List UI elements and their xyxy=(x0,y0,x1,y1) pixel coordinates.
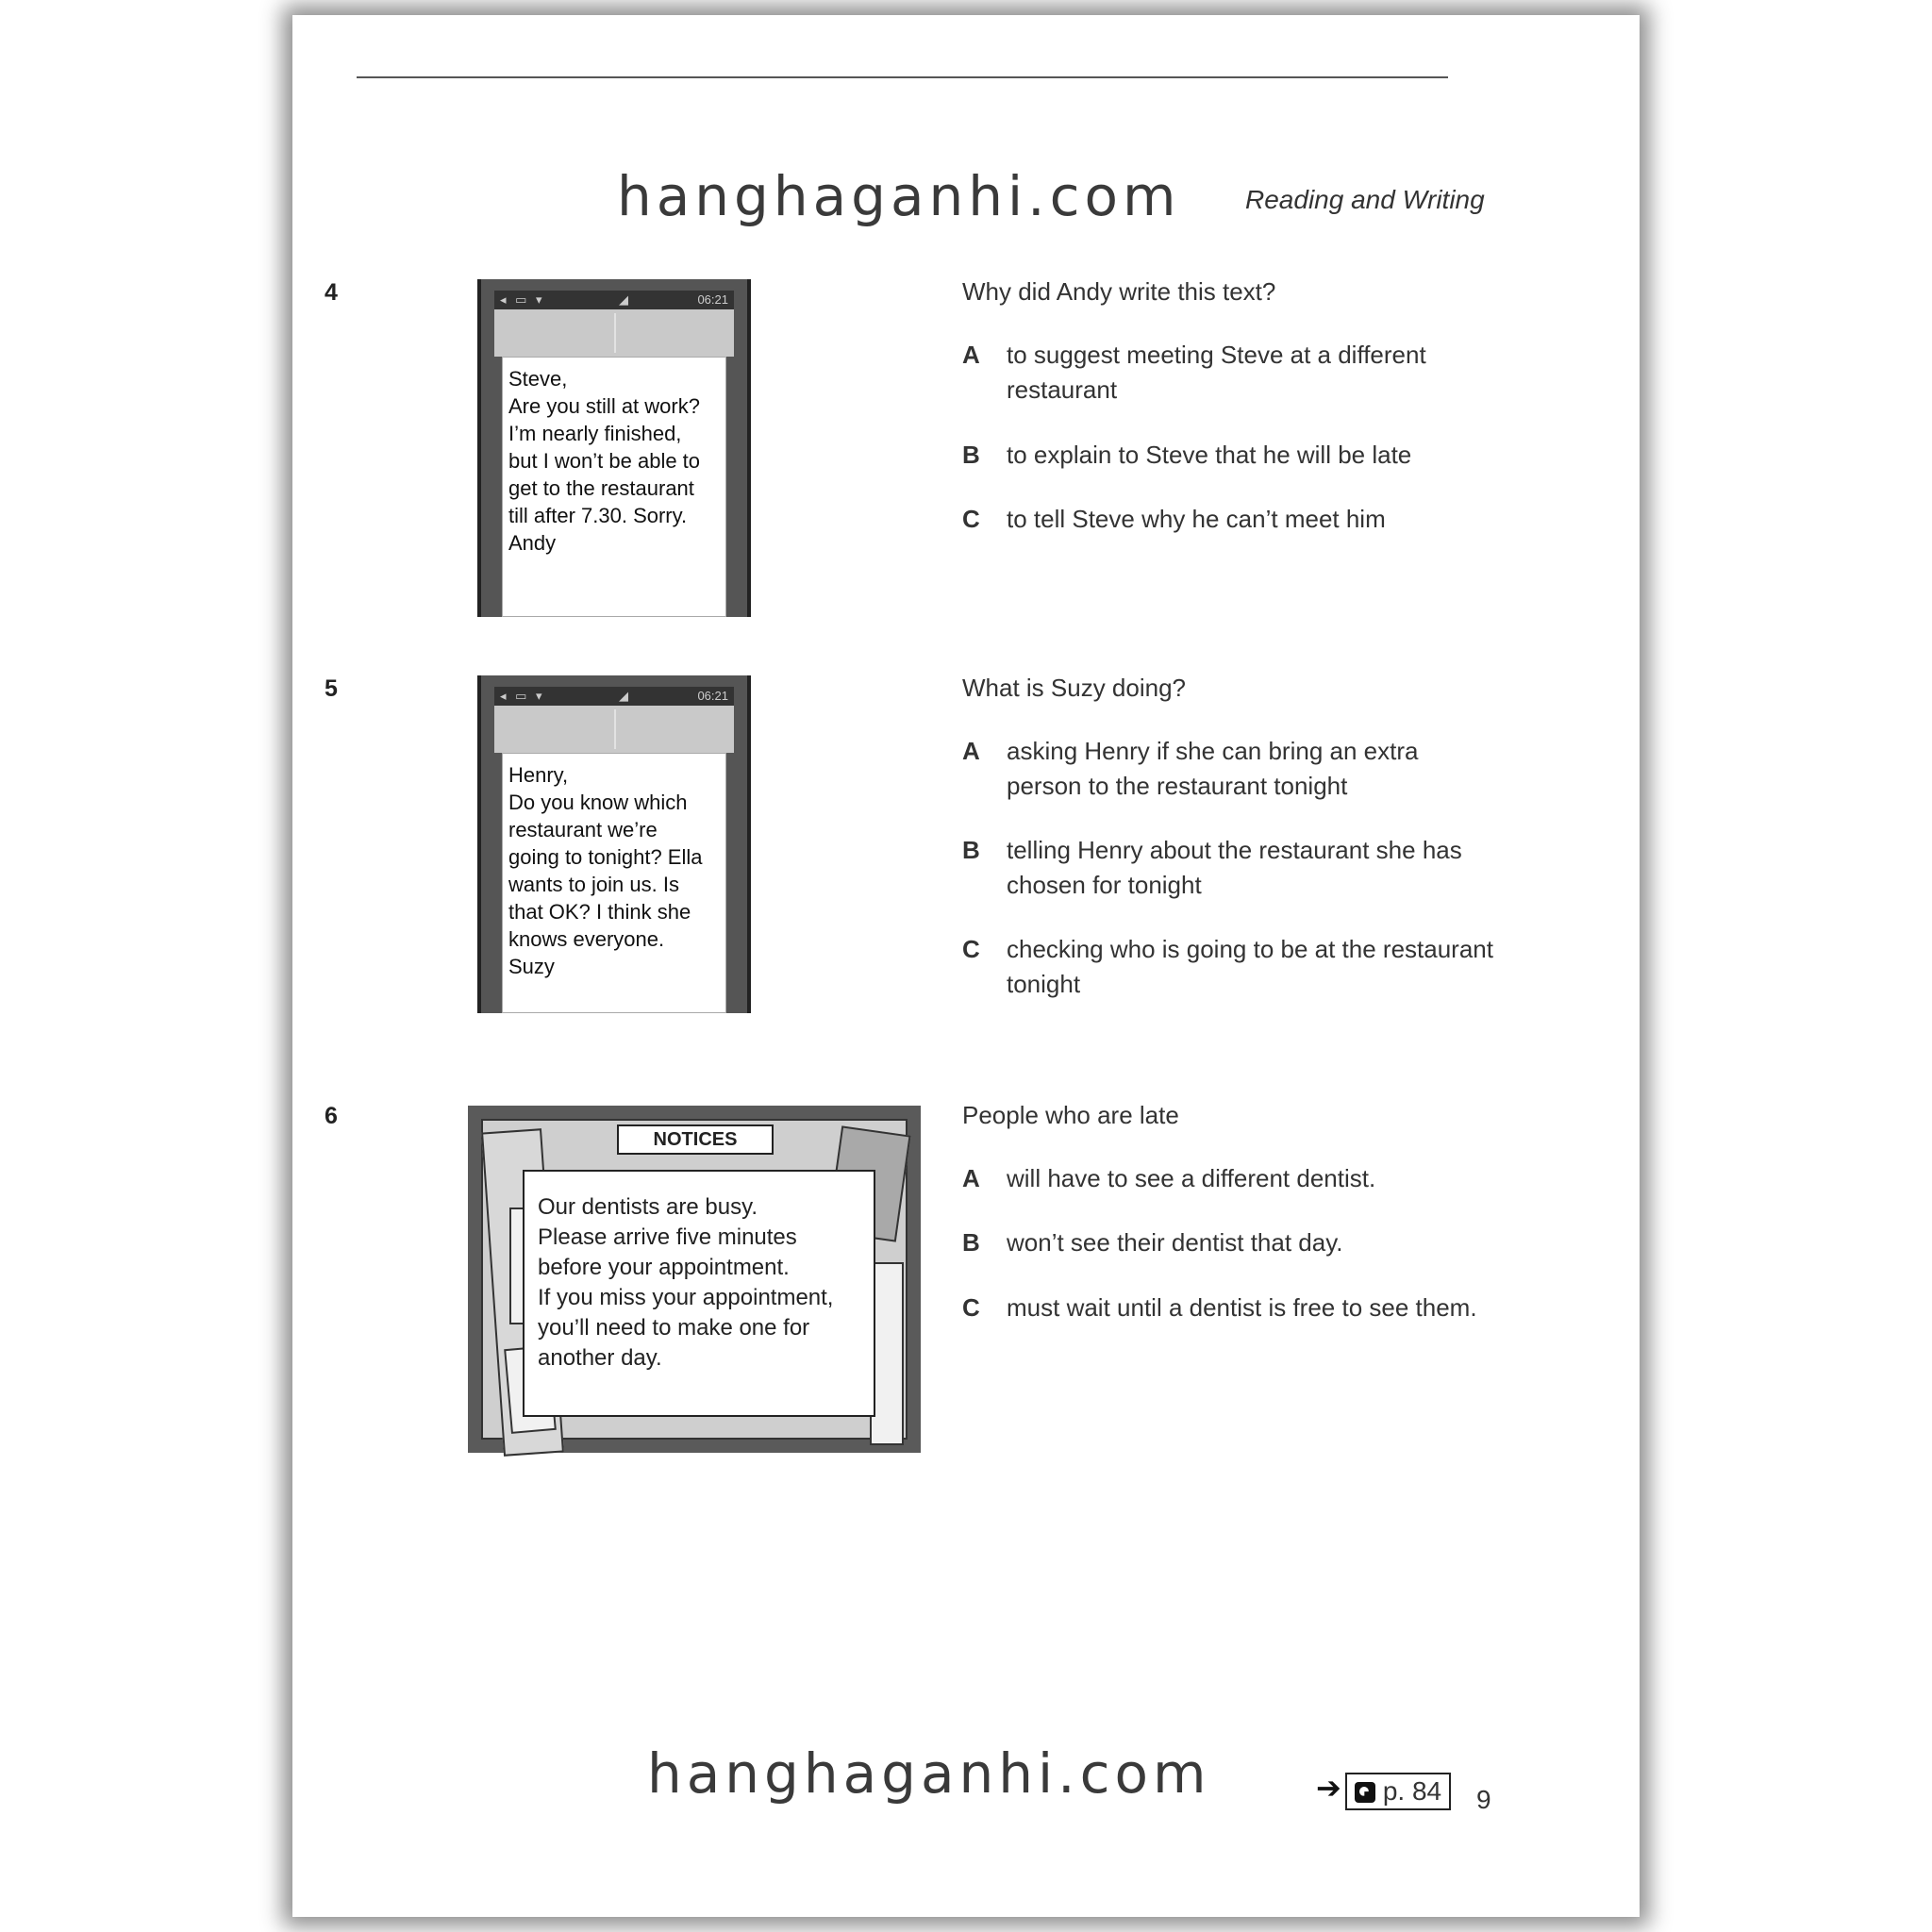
option-letter: B xyxy=(962,1228,980,1257)
message-line: but I won’t be able to xyxy=(508,449,701,473)
message-line: till after 7.30. Sorry. xyxy=(508,504,688,527)
text-message xyxy=(502,753,726,1013)
notice-sheet xyxy=(523,1170,875,1417)
option-letter: C xyxy=(962,1293,980,1322)
notice-line: Please arrive five minutes xyxy=(538,1224,797,1250)
notice-line: If you miss your appointment, xyxy=(538,1285,834,1310)
message-line: Do you know which xyxy=(508,791,688,814)
phone-time: 06:21 xyxy=(697,689,728,703)
option-letter: A xyxy=(962,341,980,369)
message-line: that OK? I think she xyxy=(508,900,691,924)
message-line: restaurant we’re xyxy=(508,818,658,841)
option-text: asking Henry if she can bring an extra person to the restaurant tonight xyxy=(1007,737,1419,800)
question-prompt: People who are late xyxy=(962,1101,1179,1129)
message-line: I’m nearly finished, xyxy=(508,422,682,445)
question-number: 6 xyxy=(325,1103,338,1129)
notice-board xyxy=(468,1106,921,1453)
question-number: 5 xyxy=(325,675,338,702)
option-letter: A xyxy=(962,1164,980,1192)
option-text: will have to see a different dentist. xyxy=(1007,1164,1376,1192)
status-icons: ◂ ▭ ▾ xyxy=(500,292,545,307)
section-title: Reading and Writing xyxy=(1245,185,1485,214)
phone-message-4 xyxy=(477,279,751,617)
message-line: Henry, xyxy=(508,763,569,787)
page-reference xyxy=(1316,1770,1451,1810)
message-line: Are you still at work? xyxy=(508,394,700,418)
option-text: won’t see their dentist that day. xyxy=(1007,1228,1343,1257)
phone-time: 06:21 xyxy=(697,292,728,307)
message-line: Suzy xyxy=(508,955,555,978)
phone-toolbar xyxy=(494,309,734,357)
notice-line: you’ll need to make one for xyxy=(538,1315,810,1341)
option-text: to explain to Steve that he will be late xyxy=(1007,441,1412,469)
message-line: wants to join us. Is xyxy=(508,873,679,896)
question-number: 4 xyxy=(325,279,338,306)
option-letter: B xyxy=(962,441,980,469)
question-prompt: Why did Andy write this text? xyxy=(962,277,1276,306)
signal-icon: ◢ xyxy=(619,292,628,307)
arrow-icon: ➔ xyxy=(1316,1771,1341,1805)
option-text: to suggest meeting Steve at a different restaurant xyxy=(1007,341,1426,404)
phone-status-bar xyxy=(494,291,734,309)
option-text: checking who is going to be at the restaurant tonight xyxy=(1007,935,1493,998)
reference-icon xyxy=(1355,1782,1375,1803)
signal-icon: ◢ xyxy=(619,689,628,703)
option-letter: C xyxy=(962,935,980,963)
option-letter: A xyxy=(962,737,980,765)
message-line: going to tonight? Ella xyxy=(508,845,703,869)
option-text: telling Henry about the restaurant she has chosen for tonight xyxy=(1007,836,1462,899)
option-letter: B xyxy=(962,836,980,864)
phone-message-5 xyxy=(477,675,751,1013)
option-text: to tell Steve why he can’t meet him xyxy=(1007,505,1386,533)
message-line: knows everyone. xyxy=(508,927,665,951)
worksheet-page xyxy=(292,15,1640,1917)
text-message xyxy=(502,357,726,617)
notice-line: another day. xyxy=(538,1345,662,1371)
notice-line: Our dentists are busy. xyxy=(538,1194,758,1220)
page-number: 9 xyxy=(1476,1785,1491,1814)
option-letter: C xyxy=(962,505,980,533)
page-reference-box xyxy=(1345,1773,1451,1810)
message-line: Steve, xyxy=(508,367,568,391)
page-reference-text: p. 84 xyxy=(1382,1775,1442,1806)
footer-watermark: hanghaganhi.com xyxy=(647,1741,1211,1806)
option-text: must wait until a dentist is free to see them. xyxy=(1007,1293,1477,1322)
notice-line: before your appointment. xyxy=(538,1255,790,1280)
question-prompt: What is Suzy doing? xyxy=(962,674,1187,702)
message-line: Andy xyxy=(508,531,557,555)
phone-toolbar xyxy=(494,706,734,753)
status-icons: ◂ ▭ ▾ xyxy=(500,689,545,703)
message-line: get to the restaurant xyxy=(508,476,694,500)
top-rule xyxy=(357,76,1448,78)
header-watermark: hanghaganhi.com xyxy=(617,164,1181,228)
phone-status-bar xyxy=(494,687,734,706)
notice-title: NOTICES xyxy=(617,1124,774,1155)
